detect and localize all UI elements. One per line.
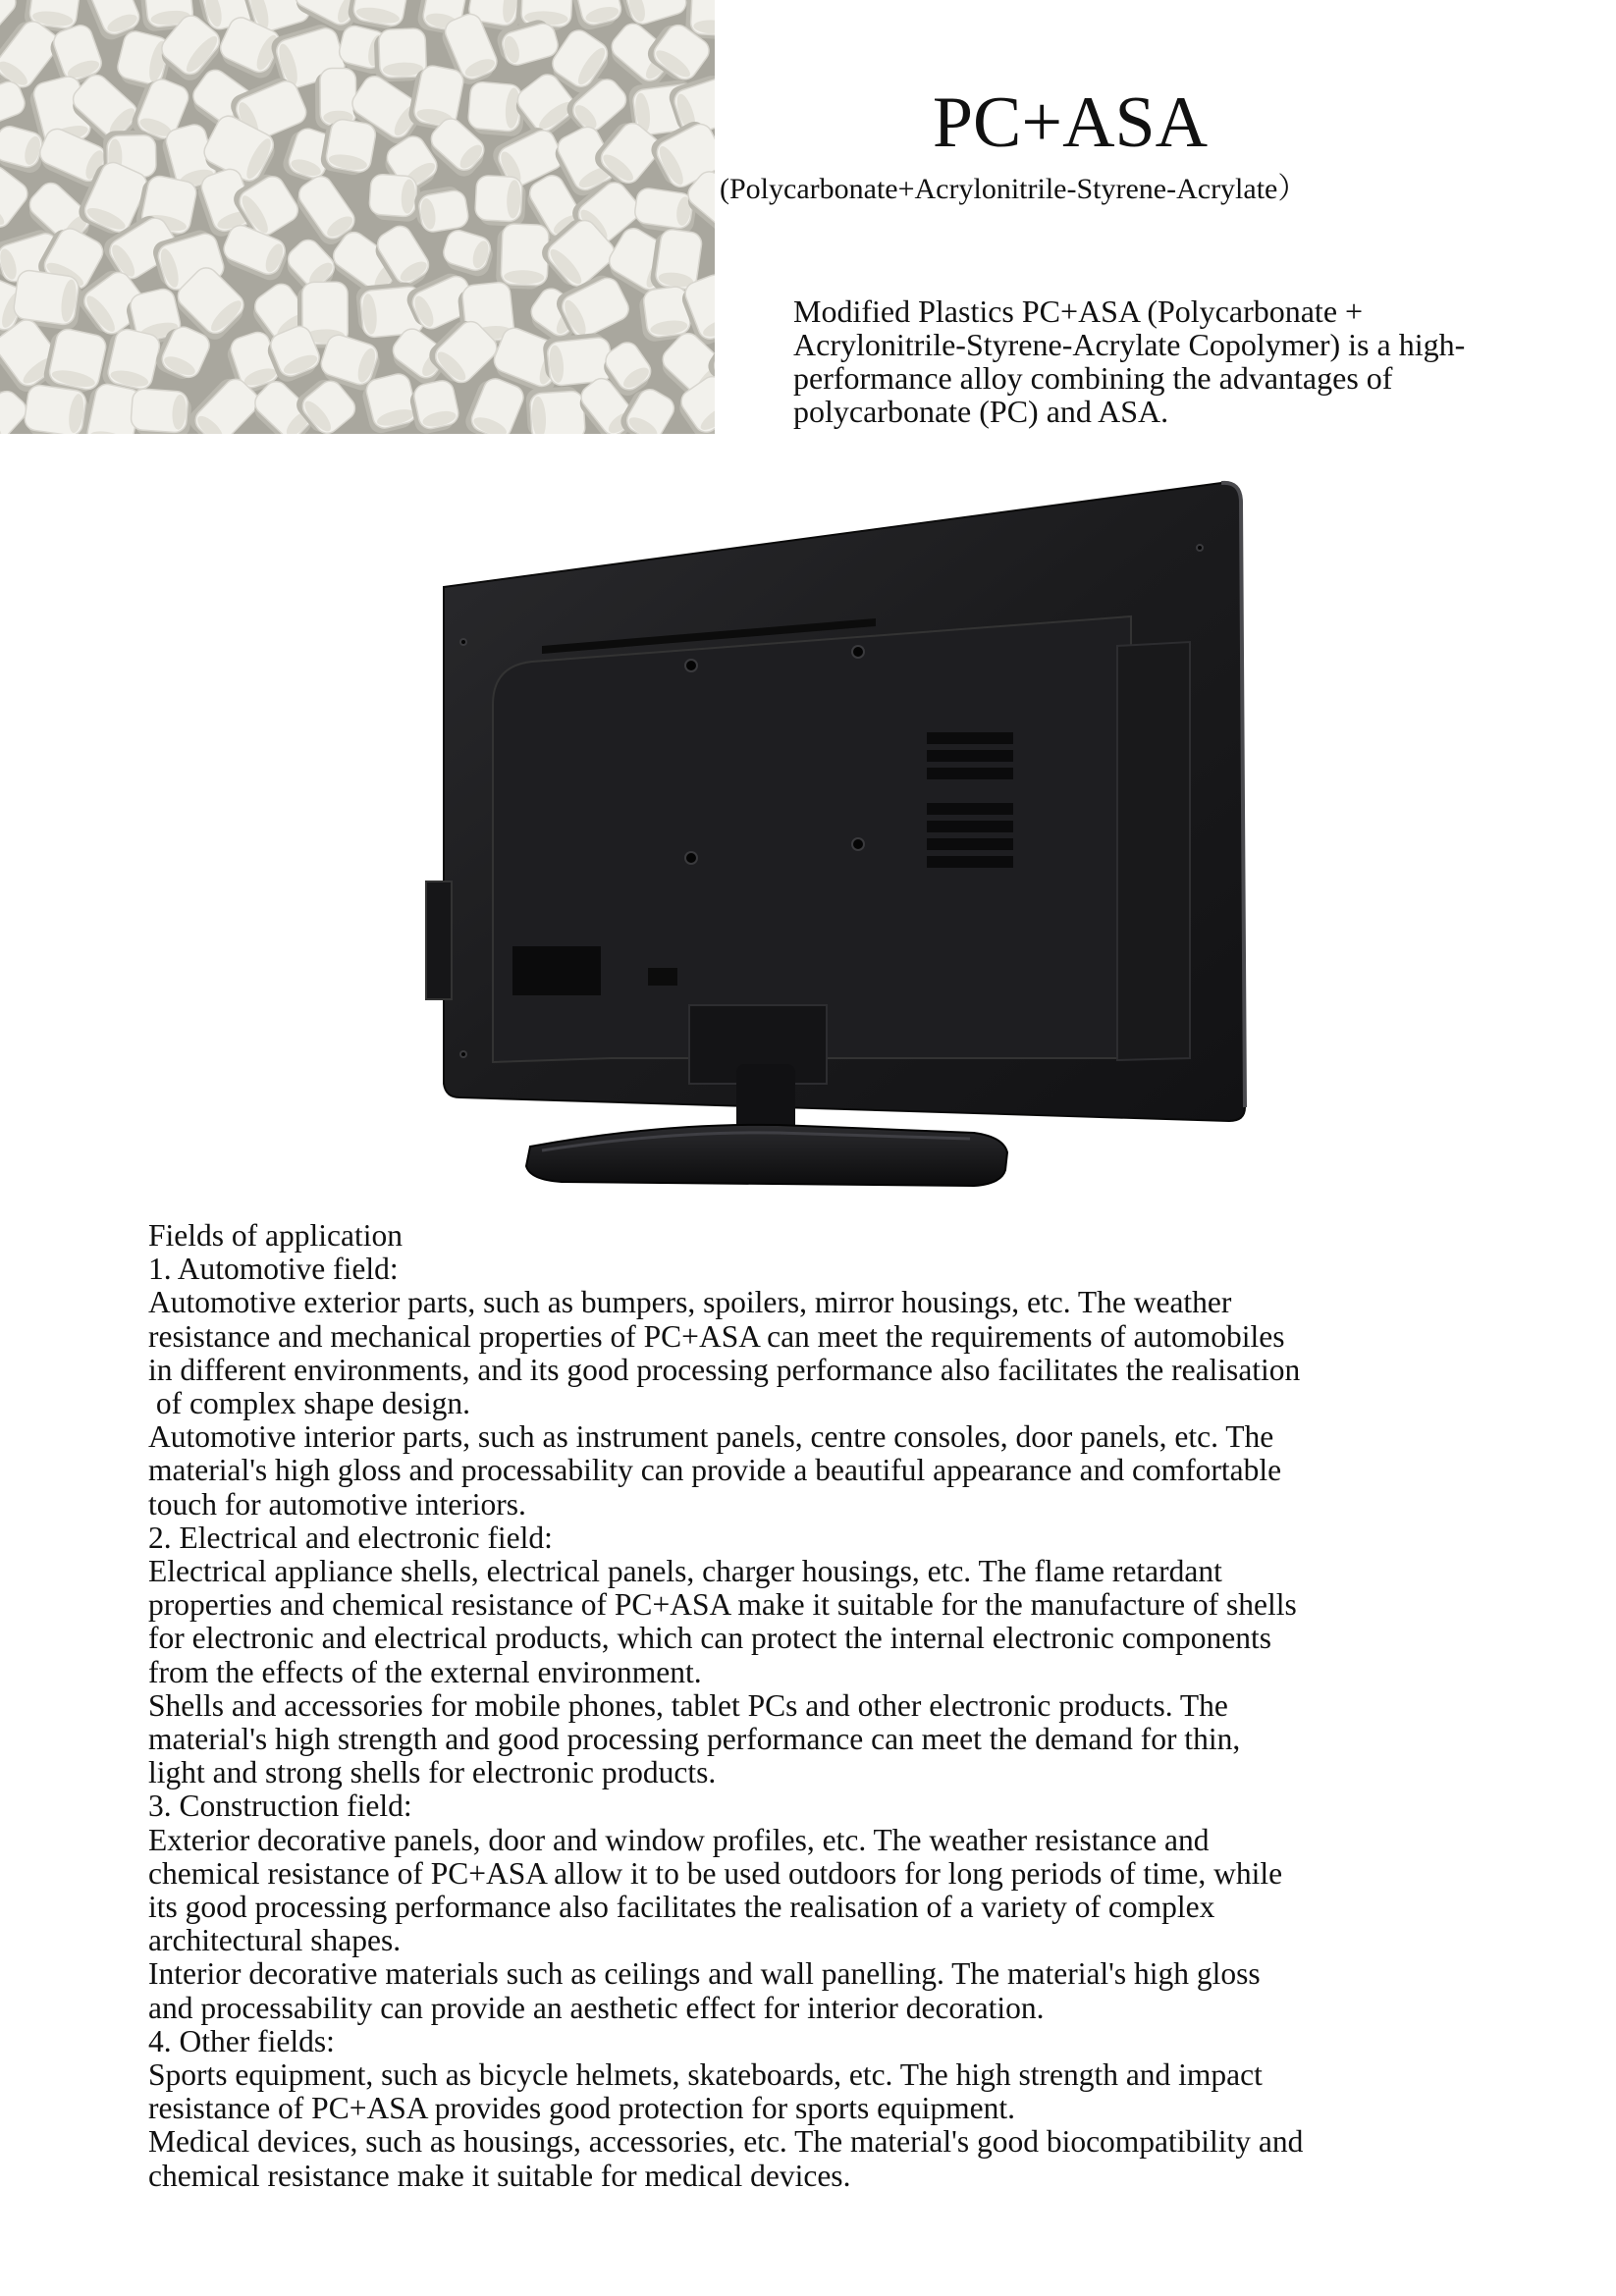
pellet xyxy=(368,174,421,222)
body-line: properties and chemical resistance of PC+ASA make it suitable for the manufacture of shells xyxy=(148,1587,1297,1623)
body-line: resistance of PC+ASA provides good protection for sports equipment. xyxy=(148,2091,1016,2126)
page-subtitle: (Polycarbonate+Acrylonitrile-Styrene-Acrylate） xyxy=(720,173,1308,205)
body-line: Automotive interior parts, such as instrument panels, centre consoles, door panels, etc. The xyxy=(148,1419,1274,1455)
body-line: Automotive exterior parts, such as bumpers, spoilers, mirror housings, etc. The weather xyxy=(148,1285,1232,1320)
body-line: resistance and mechanical properties of PC+ASA can meet the requirements of automobiles xyxy=(148,1318,1285,1354)
body-line: chemical resistance make it suitable for medical devices. xyxy=(148,2158,851,2193)
pellet xyxy=(130,388,192,434)
body-line: light and strong shells for electronic products. xyxy=(148,1755,717,1790)
monitor-photo xyxy=(424,469,1268,1211)
body-line: its good processing performance also facilitates the realisation of a variety of complex xyxy=(148,1890,1215,1925)
pellet xyxy=(525,386,585,434)
body-line: Shells and accessories for mobile phones, tablet PCs and other electronic products. The xyxy=(148,1687,1228,1723)
body-line: 4. Other fields: xyxy=(148,2023,335,2058)
pellet xyxy=(496,224,549,291)
body-line: for electronic and electrical products, which can protect the internal electronic components xyxy=(148,1621,1271,1656)
body-line: in different environments, and its good processing performance also facilitates the realisation xyxy=(148,1352,1301,1387)
body-line: material's high gloss and processability can provide a beautiful appearance and comfortable xyxy=(148,1453,1282,1488)
intro-paragraph: Modified Plastics PC+ASA (Polycarbonate + Acrylonitrile-Styrene-Acrylate Copolymer) is a high-performance alloy combining the advantages of polycarbonate (PC) and ASA. xyxy=(793,294,1466,429)
body-line: Exterior decorative panels, door and window profiles, etc. The weather resistance and xyxy=(148,1822,1210,1857)
body-line: chemical resistance of PC+ASA allow it to be used outdoors for long periods of time, while xyxy=(148,1855,1283,1891)
applications-section xyxy=(148,1219,1464,2193)
body-line: Interior decorative materials such as ceilings and wall panelling. The material's high gloss xyxy=(148,1956,1261,1992)
pellet xyxy=(474,175,526,227)
body-line: architectural shapes. xyxy=(148,1923,402,1958)
body-line: material's high strength and good processing performance can meet the demand for thin, xyxy=(148,1722,1241,1757)
body-line: 2. Electrical and electronic field: xyxy=(148,1520,553,1555)
pellets-illustration xyxy=(0,0,715,434)
body-line: 1. Automotive field: xyxy=(148,1252,399,1287)
monitor-illustration xyxy=(424,469,1268,1211)
pellets-photo xyxy=(0,0,715,434)
body-line: from the effects of the external environment. xyxy=(148,1654,702,1689)
body-line: 3. Construction field: xyxy=(148,1789,412,1824)
body-line: Electrical appliance shells, electrical panels, charger housings, etc. The flame retardant xyxy=(148,1554,1222,1589)
page-title: PC+ASA xyxy=(932,82,1209,163)
body-line: of complex shape design. xyxy=(148,1386,471,1421)
body-line: Medical devices, such as housings, accessories, etc. The material's good biocompatibility and xyxy=(148,2124,1304,2160)
body-line: and processability can provide an aesthetic effect for interior decoration. xyxy=(148,1990,1045,2025)
body-line: Sports equipment, such as bicycle helmets, skateboards, etc. The high strength and impact xyxy=(148,2057,1263,2093)
body-line: touch for automotive interiors. xyxy=(148,1486,526,1522)
section-heading: Fields of application xyxy=(148,1218,403,1253)
